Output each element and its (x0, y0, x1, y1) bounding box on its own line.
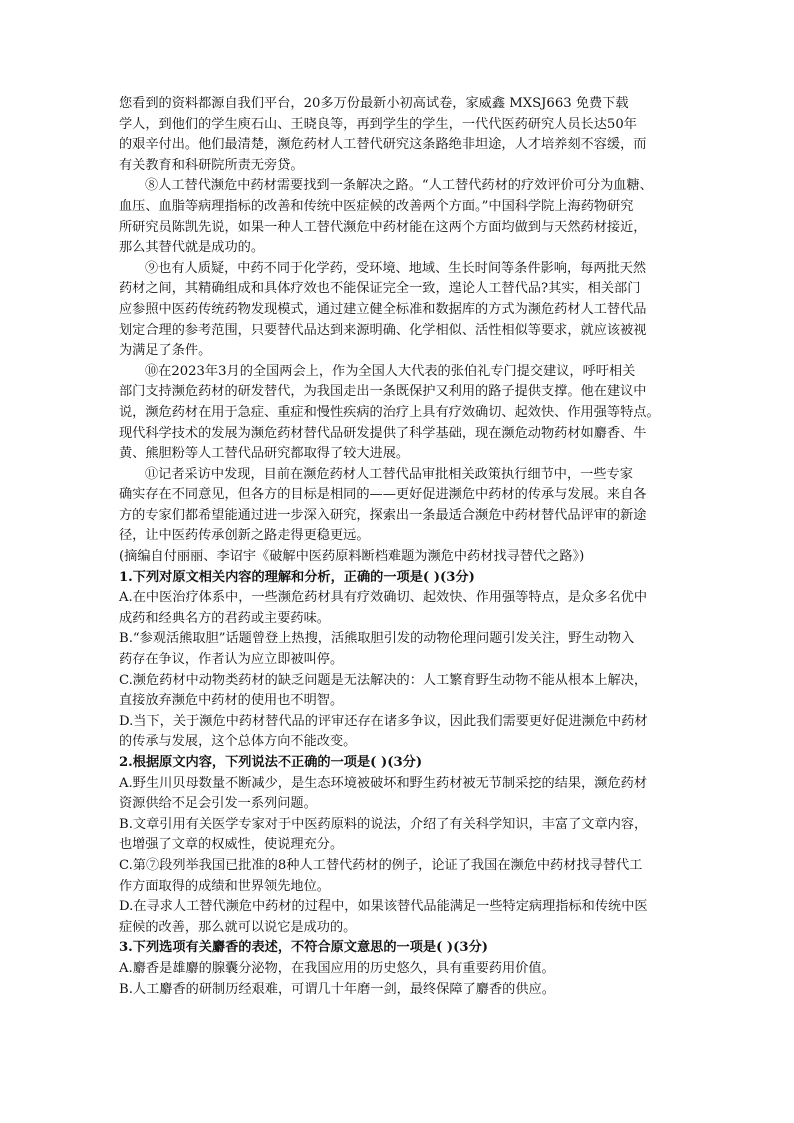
answer-option: C.濒危药材中动物类药材的缺乏问题是无法解决的：人工繁育野生动物不能从根本上解决， (119, 672, 648, 688)
answer-option: B.文章引用有关医学专家对于中医药原料的说法，介绍了有关科学知识，丰富了文章内容， (119, 816, 648, 832)
text-line: 药材之间，其精确组成和具体疗效也不能保证完全一致，遑论人工替代品?其实，相关部门 (119, 281, 641, 297)
answer-option: B.人工麝香的研制历经艰难，可谓几十年磨一剑，最终保障了麝香的供应。 (119, 981, 555, 997)
text-line: 现代科学技术的发展为濒危药材替代品研发提供了科学基础，现在濒危动物药材如麝香、牛 (119, 425, 647, 441)
text-line: 症候的改善，那么就可以说它是成功的。 (119, 919, 357, 935)
question-stem: 3.下列选项有关麝香的表述，不符合原文意思的一项是( )(3分) (119, 940, 488, 956)
text-line: (摘编自付丽丽、李诏宇《破解中医药原料断档难题为濒危中药材找寻替代之路》) (119, 549, 585, 565)
watermark-line: 您看到的资料都源自我们平台，20多万份最新小初高试卷，家威鑫 MXSJ663 免费下载 (119, 96, 629, 111)
text-line: 的传承与发展，这个总体方向不能改变。 (119, 734, 357, 750)
text-line: 那么其替代就是成功的。 (119, 240, 265, 256)
text-line: 血压、血脂等病理指标的改善和传统中医症候的改善两个方面。”中国科学院上海药物研究 (119, 198, 634, 214)
text-line: 部门支持濒危药材的研发替代，为我国走出一条既保护又利用的路子提供支撑。他在建议中 (119, 384, 647, 400)
text-line: ⑧人工替代濒危中药材需要找到一条解决之路。“人工替代药材的疗效评价可分为血糖、 (145, 178, 653, 194)
text-line: 学人，到他们的学生庾石山、王晓良等，再到学生的学生，一代代医药研究人员长达50年 (119, 116, 637, 132)
answer-option: A.野生川贝母数量不断减少，是生态环境被破坏和野生药材被无节制采挖的结果，濒危药材 (119, 775, 648, 791)
answer-option: D.当下，关于濒危中药材替代品的评审还存在诸多争议，因此我们需要更好促进濒危中药材 (119, 713, 648, 729)
text-line: ⑨也有人质疑，中药不同于化学药，受环境、地域、生长时间等条件影响，每两批天然 (145, 260, 647, 276)
text-line: 应参照中医药传统药物发现模式，通过建立健全标准和数据库的方式为濒危药材人工替代品 (119, 301, 647, 317)
document-body (119, 94, 675, 1000)
text-line: 直接放弃濒危中药材的使用也不明智。 (119, 693, 344, 709)
text-line: 黄、熊胆粉等人工替代品研究都取得了较大进展。 (119, 446, 410, 462)
text-line: 说，濒危药材在用于急症、重症和慢性疾病的治疗上具有疗效确切、起效快、作用强等特点。 (119, 404, 660, 420)
text-line: 为满足了条件。 (119, 343, 212, 359)
text-line: 确实存在不同意见，但各方的目标是相同的——更好促进濒危中药材的传承与发展。来自各 (119, 487, 647, 503)
question-stem: 1.下列对原文相关内容的理解和分析，正确的一项是( )(3分) (119, 569, 475, 585)
text-line: 成药和经典名方的君药或主要药味。 (119, 610, 330, 626)
text-line: 作方面取得的成绩和世界领先地位。 (119, 878, 330, 894)
text-line: 径，让中医药传承创新之路走得更稳更远。 (119, 528, 370, 544)
text-line: 方的专家们都希望能通过进一步深入研究，探索出一条最适合濒危中药材替代品评审的新途 (119, 507, 647, 523)
text-line: 也增强了文章的权威性，使说理充分。 (119, 837, 344, 853)
text-line: ⑪记者采访中发现，目前在濒危药材人工替代品审批相关政策执行细节中，一些专家 (145, 466, 633, 482)
answer-option: A.在中医治疗体系中，一些濒危药材具有疗效确切、起效快、作用强等特点，是众多名优中 (119, 590, 648, 606)
text-line: 划定合理的参考范围，只要替代品达到来源明确、化学相似、活性相似等要求，就应该被视 (119, 322, 647, 338)
text-line: 的艰辛付出。他们最清楚，濒危药材人工替代研究这条路绝非坦途，人才培养刻不容缓，而 (119, 137, 647, 153)
answer-option: A.麝香是雄麝的腺囊分泌物，在我国应用的历史悠久，具有重要药用价值。 (119, 960, 555, 976)
text-line: 资源供给不足会引发一系列问题。 (119, 796, 317, 812)
answer-option: B.“参观活熊取胆”话题曾登上热搜，活熊取胆引发的动物伦理问题引发关注，野生动物入 (119, 631, 635, 647)
text-line: 有关教育和科研院所责无旁贷。 (119, 157, 304, 173)
text-line: ⑩在2023年3月的全国两会上，作为全国人大代表的张伯礼专门提交建议，呼吁相关 (145, 363, 636, 379)
text-line: 药存在争议，作者认为应立即被叫停。 (119, 652, 344, 668)
answer-option: D.在寻求人工替代濒危中药材的过程中，如果该替代品能满足一些特定病理指标和传统中医 (119, 899, 648, 915)
text-line: 所研究员陈凯先说，如果一种人工替代濒危中药材能在这两个方面均做到与天然药材接近， (119, 219, 647, 235)
answer-option: C.第⑦段列举我国已批准的8种人工替代药材的例子，论证了我国在濒危中药材找寻替代工 (119, 857, 643, 873)
question-stem: 2.根据原文内容，下列说法不正确的一项是( )(3分) (119, 755, 423, 770)
